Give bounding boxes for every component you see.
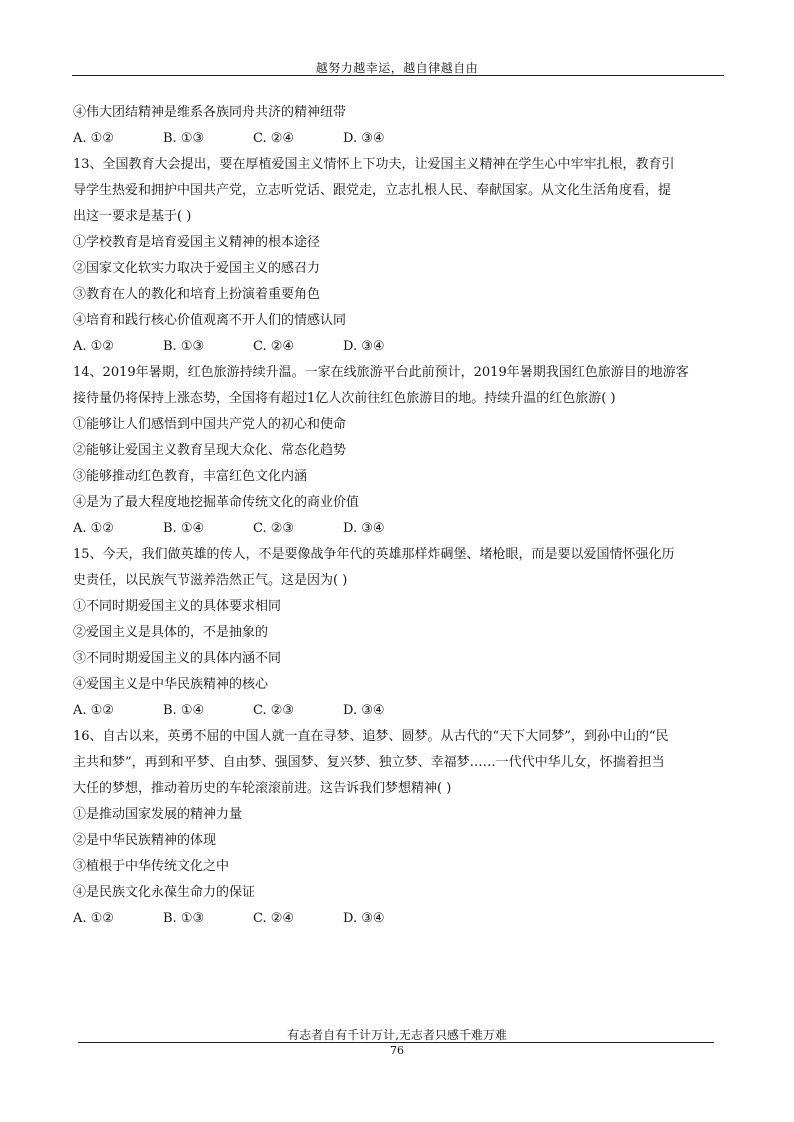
question-line: ②能够让爱国主义教育呈现大众化、常态化趋势 [73,443,347,458]
question-line-first: ④伟大团结精神是维系各族同舟共济的精神纽带 [73,105,347,120]
question-line: ③不同时期爱国主义的具体内涵不同 [73,651,282,666]
answer-options [73,516,725,542]
answer-option: C. ②④ [253,131,295,146]
question-line: 导学生热爱和拥护中国共产党，立志听党话、跟党走，立志扎根人民、奉献国家。从文化生活角度看，提 [73,183,672,198]
answer-option: B. ①④ [163,703,205,718]
answer-option: A. ①② [73,521,114,536]
question-block-q16 [73,724,725,932]
answer-option: B. ①③ [163,339,205,354]
question-line: 史责任，以民族气节滋养浩然正气。这是因为( ) [73,573,348,588]
header-rule [72,75,724,76]
question-line: ③教育在人的教化和培育上扮演着重要角色 [73,287,321,302]
question-line: ③植根于中华传统文化之中 [73,859,230,874]
question-line: ④是为了最大程度地挖掘革命传统文化的商业价值 [73,495,360,510]
answer-option: D. ③④ [343,703,385,718]
question-line: ②爱国主义是具体的，不是抽象的 [73,625,269,640]
header-motto: 越努力越幸运，越自律越自由 [315,61,479,75]
question-line: 接待量仍将保持上涨态势，全国将有超过1亿人次前往红色旅游目的地。持续升温的红色旅游( ) [73,391,616,406]
answer-option: C. ②③ [253,521,295,536]
question-line: ④爱国主义是中华民族精神的核心 [73,677,269,692]
answer-options [73,334,725,360]
question-line: ①能够让人们感悟到中国共产党人的初心和使命 [73,417,347,432]
answer-options [73,906,725,932]
answer-option: B. ①④ [163,521,205,536]
question-content [73,100,725,932]
answer-option: D. ③④ [343,339,385,354]
answer-option: D. ③④ [343,521,385,536]
answer-option: A. ①② [73,911,114,926]
answer-options [73,698,725,724]
answer-option: C. ②④ [253,911,295,926]
answer-option: A. ①② [73,339,114,354]
question-block-q14 [73,360,725,542]
page-number: 76 [390,1044,404,1057]
question-line: 大任的梦想，推动着历史的车轮滚滚前进。这告诉我们梦想精神( ) [73,781,452,796]
answer-option: C. ②③ [253,703,295,718]
question-line-first: 16、自古以来，英勇不屈的中国人就一直在寻梦、追梦、圆梦。从古代的“天下大同梦”，到孙中山的“民 [73,729,669,744]
answer-option: B. ①③ [163,131,205,146]
question-line: ④培育和践行核心价值观离不开人们的情感认同 [73,313,347,328]
question-line: ①学校教育是培育爱国主义精神的根本途径 [73,235,321,250]
question-line: 出这一要求是基于( ) [73,209,192,224]
question-line: ①不同时期爱国主义的具体要求相同 [73,599,282,614]
question-line: ④是民族文化永葆生命力的保证 [73,885,256,900]
question-line: ①是推动国家发展的精神力量 [73,807,243,822]
answer-option: D. ③④ [343,911,385,926]
answer-option: B. ①③ [163,911,205,926]
question-line: ②国家文化软实力取决于爱国主义的感召力 [73,261,321,276]
question-line: 主共和梦”，再到和平梦、自由梦、强国梦、复兴梦、独立梦、幸福梦……一代代中华儿女，怀揣着担当 [73,755,665,770]
answer-option: A. ①② [73,703,114,718]
answer-option: C. ②④ [253,339,295,354]
answer-option: D. ③④ [343,131,385,146]
footer-rule [78,1042,714,1043]
answer-option: A. ①② [73,131,114,146]
footer-motto: 有志者自有千计万计,无志者只感千难万难 [287,1028,507,1042]
question-line-first: 13、全国教育大会提出，要在厚植爱国主义情怀上下功夫，让爱国主义精神在学生心中牢牢扎根，教育引 [73,157,675,172]
question-block-q12 [73,100,725,152]
answer-options [73,126,725,152]
question-line-first: 14、2019年暑期，红色旅游持续升温。一家在线旅游平台此前预计，2019年暑期我国红色旅游目的地游客 [73,365,689,380]
question-line-first: 15、今天，我们做英雄的传人，不是要像战争年代的英雄那样炸碉堡、堵枪眼，而是要以爱国情怀强化历 [73,547,675,562]
question-block-q15 [73,542,725,724]
question-line: ②是中华民族精神的体现 [73,833,217,848]
question-line: ③能够推动红色教育，丰富红色文化内涵 [73,469,308,484]
question-block-q13 [73,152,725,360]
